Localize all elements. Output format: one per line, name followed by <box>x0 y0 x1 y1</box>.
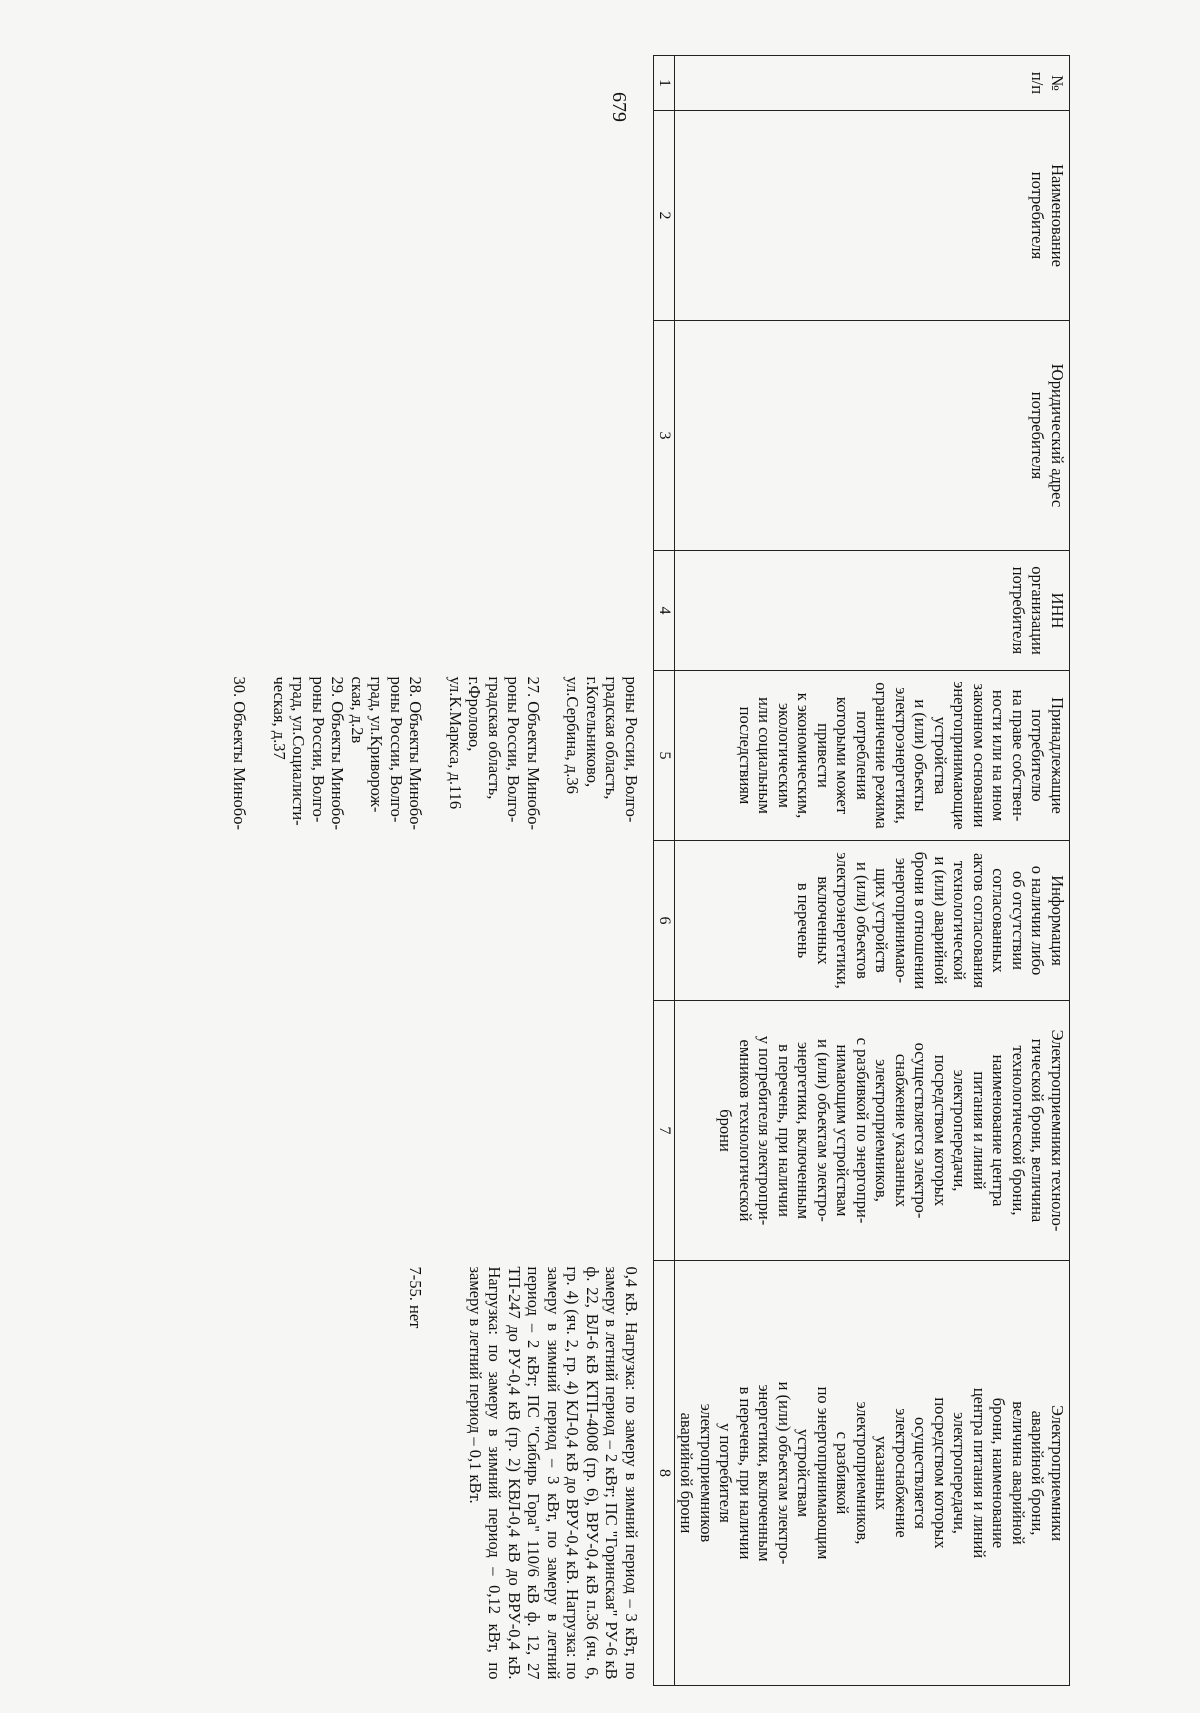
table-row <box>210 56 654 1686</box>
header-cell-1: № п/п <box>675 56 1070 111</box>
rotated-table-sheet <box>80 55 1070 1685</box>
object-list-cell <box>210 671 654 841</box>
column-number: 6 <box>654 841 675 1001</box>
column-number: 1 <box>654 56 675 111</box>
empty-cell <box>210 321 654 551</box>
header-cell-8: Электроприемники аварийной брони, величина аварийной брони, наименование центра питания и линий электропередачи, посредством которых осуществляется электроснабжение указанных электроприемников, с разбивкой по энергопринимающим устройствам и (или) объектам электро- энергетики, включенным в перечень, при наличии у потребителя электроприемников аварийной брони <box>675 1261 1070 1686</box>
header-row <box>675 56 1070 1686</box>
object-entry: 27. Объекты Минобо- роны России, Волго- градская область, г.Фролово, ул.К.Маркса, д.116 <box>446 676 543 830</box>
column-number-row <box>654 56 675 1686</box>
empty-cell <box>210 551 654 671</box>
empty-cell <box>210 111 654 321</box>
emergency-reserve-note: 7-55. нет <box>406 1266 426 1329</box>
header-cell-3: Юридический адрес потребителя <box>675 321 1070 551</box>
column-number: 4 <box>654 551 675 671</box>
empty-cell <box>210 56 654 111</box>
column-number: 8 <box>654 1261 675 1686</box>
consumer-table <box>210 55 1070 1686</box>
header-cell-4: ИНН организации потребителя <box>675 551 1070 671</box>
column-number: 5 <box>654 671 675 841</box>
empty-cell <box>210 841 654 1001</box>
object-entry: 28. Объекты Минобо- роны России, Волго- град, ул.Криворож- ская, д.2в 29. Объекты Минобо- роны России, Волго- град, ул.Социалисти- ческая, д.37 <box>270 676 426 830</box>
header-cell-6: Информация о наличии либо об отсутствии согласованных актов согласования технологической и (или) аварийной брони в отношении энергопринимаю- щих устройств и (или) объектов электроэнергетики, включенных в перечень <box>675 841 1070 1001</box>
object-entry: 30. Объекты Минобо- <box>230 676 250 830</box>
column-number: 3 <box>654 321 675 551</box>
object-entry: роны России, Волго- градская область, г.Котельниково, ул.Сербина, д.36 <box>563 676 641 823</box>
empty-cell <box>210 1001 654 1261</box>
header-cell-2: Наименование потребителя <box>675 111 1070 321</box>
header-cell-7: Электроприемники техноло- гической брони, величина технологической брони, наименование центра питания и линий электропередачи, посредством которых осуществляется электро- снабжение указанных электроприемников, с разбивкой по энергопри- нимающим устройствам и (или) объектам электро- энергетики, включенным в перечень, при наличии у потребителя электропри- емников технологической брони <box>675 1001 1070 1261</box>
emergency-reserve-text: 0,4 кВ. Нагрузка: по замеру в зимний период – 3 кВт, по замеру в летний период – 2 кВт; ПС "Горинская" РУ-6 кВ ф. 22, ВЛ-6 кВ КТП-4008 (гр. 6), ВРУ-0,4 кВ п.36 (яч. 6, гр. 4) (яч. 2, гр. 4) КЛ-0,4 кВ до ВРУ-0,4 кВ. Нагрузка: по замеру в зимний период – 3 кВт, по замеру в летний период – 2 кВт; ПС "Сибирь Гора" 110/6 кВ ф. 12, 27 ТП-247 до РУ-0,4 кВ (гр. 2) КВЛ-0,4 кВ до ВРУ-0,4 кВ. Нагрузка: по замеру в зимний период – 0,12 кВт, по замеру в летний период – 0,1 кВт. <box>466 1266 641 1680</box>
emergency-reserve-cell <box>210 1261 654 1686</box>
page-number: 679 <box>608 92 630 122</box>
column-number: 7 <box>654 1001 675 1261</box>
header-cell-5: Принадлежащие потребителю на праве собствен- ности или на ином законном основании энергопринимающие устройства и (или) объекты электроэнергетики, ограничение режима потребления которыми может привести к экономическим, экологическим или социальным последствиям <box>675 671 1070 841</box>
column-number: 2 <box>654 111 675 321</box>
